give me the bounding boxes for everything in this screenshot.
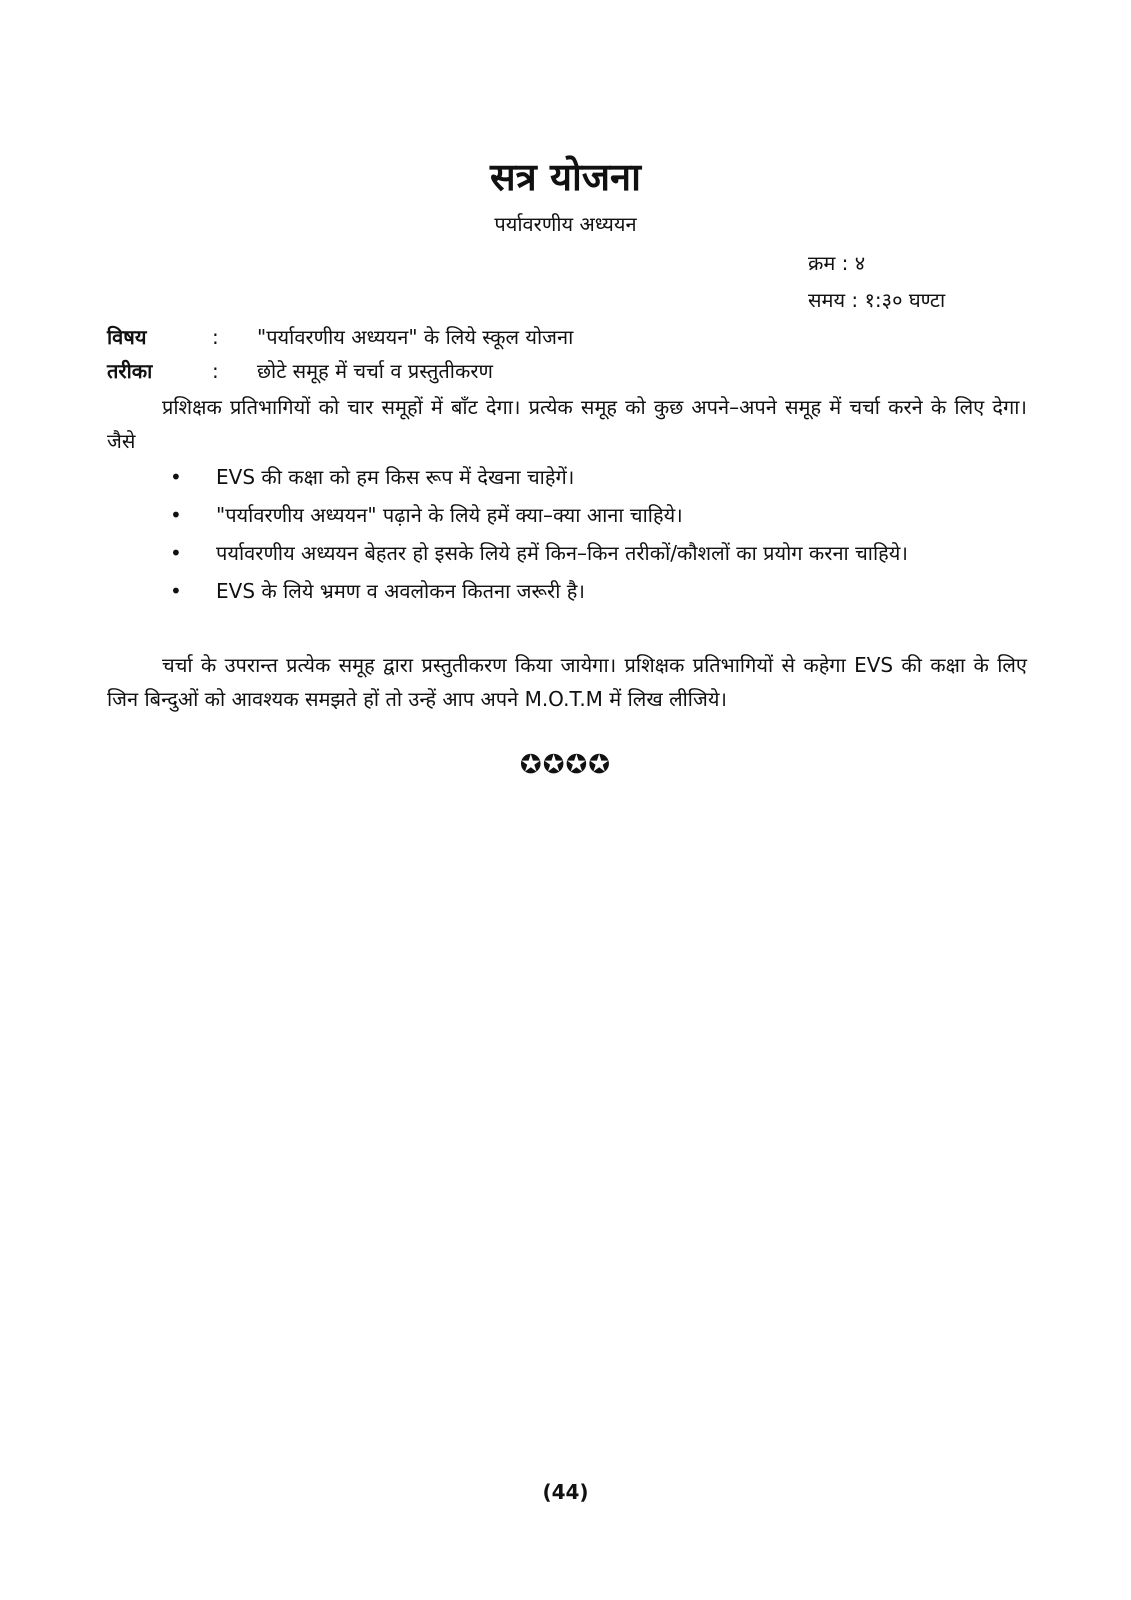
- method-field: [107, 357, 493, 384]
- list-item-text: पर्यावरणीय अध्ययन बेहतर हो इसके लिये हमें किन–किन तरीकों/कौशलों का प्रयोग करना चाहिये।: [216, 541, 908, 565]
- bullet-icon: •: [170, 465, 182, 489]
- method-value: छोटे समूह में चर्चा व प्रस्तुतीकरण: [257, 359, 493, 383]
- discussion-points-list: [107, 460, 1027, 612]
- page-number: (44): [542, 1480, 589, 1504]
- subject-colon: :: [212, 325, 219, 349]
- bullet-icon: •: [170, 503, 182, 527]
- method-label: तरीका: [107, 359, 153, 383]
- subject-field: [107, 323, 573, 350]
- list-item: [107, 536, 1027, 570]
- sequence-number: क्रम : ४: [808, 251, 866, 275]
- bullet-icon: •: [170, 541, 182, 565]
- list-item: [107, 460, 1027, 494]
- intro-paragraph: प्रशिक्षक प्रतिभागियों को चार समूहों में बाँट देगा। प्रत्येक समूह को कुछ अपने–अपने समूह में चर्चा करने के लिए देगा। जैसे: [107, 395, 1027, 453]
- list-item-text: EVS की कक्षा को हम किस रूप में देखना चाहेगें।: [216, 465, 575, 489]
- page-subtitle: पर्यावरणीय अध्ययन: [494, 212, 637, 236]
- list-item-text: "पर्यावरणीय अध्ययन" पढ़ाने के लिये हमें क्या–क्या आना चाहिये।: [216, 503, 683, 527]
- session-duration: समय : १:३० घण्टा: [808, 288, 946, 312]
- list-item: [107, 498, 1027, 532]
- list-item-text: EVS के लिये भ्रमण व अवलोकन कितना जरूरी है।: [216, 579, 585, 603]
- subject-label: विषय: [107, 325, 147, 349]
- subject-value: "पर्यावरणीय अध्ययन" के लिये स्कूल योजना: [257, 325, 574, 349]
- star-ornament-icon: ✪✪✪✪: [519, 750, 612, 780]
- closing-paragraph: चर्चा के उपरान्त प्रत्येक समूह द्वारा प्रस्तुतीकरण किया जायेगा। प्रशिक्षक प्रतिभागियों से कहेगा EVS की कक्षा के लिए जिन बिन्दुओं को आवश्यक समझते हों तो उन्हें आप अपने M.O.T.M में लिख लीजिये।: [107, 653, 1027, 711]
- bullet-icon: •: [170, 579, 182, 603]
- list-item: [107, 574, 1027, 608]
- page-title: सत्र योजना: [490, 155, 641, 199]
- method-colon: :: [212, 359, 219, 383]
